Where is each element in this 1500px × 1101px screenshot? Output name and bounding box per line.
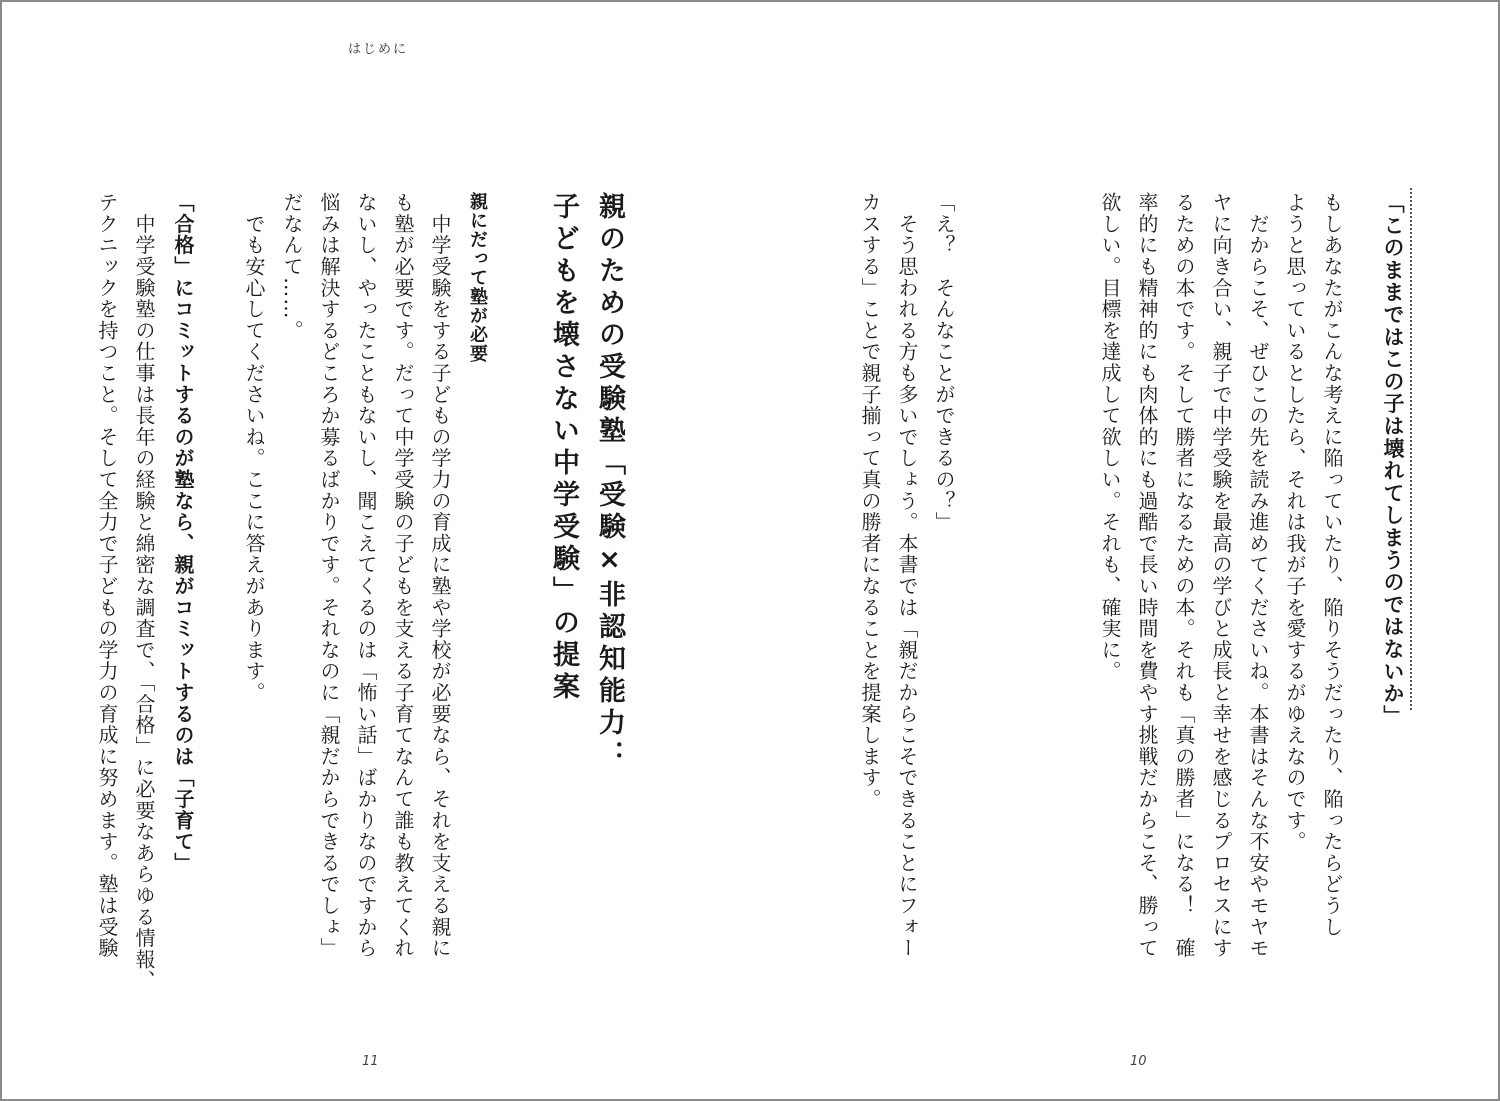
section-heading: 親にだって塾が必要 (467, 192, 488, 363)
page-number-right: 10 (1130, 1054, 1147, 1069)
bold-statement: 「合格」にコミットするのが塾なら、親がコミットするのは「子育て」 (171, 192, 195, 874)
right-paragraph-2: だからこそ、ぜひこの先を読み進めてくださいね。本書はそんな不安やモヤモ ヤに向き合い、親子で中学受験を最高の学びと成長と幸せを感じるプロセスにす るための本です。そして勝者になるための本。それも「真の勝者」になる！ 確 率的にも精神的にも肉体的にも過酷で長い時間を費やす挑戦だからこそ、勝って 欲しい。目標を達成して欲しい。それも、確実に。 (1098, 192, 1270, 959)
running-head: はじめに (348, 42, 409, 57)
quote-heading: 「このままではこの子は壊れてしまうのではないか」 (1381, 192, 1405, 728)
chapter-title: 親のための受験塾「受験×非認知能力： 子どもを壊さない中学受験」の提案 (548, 192, 625, 772)
left-paragraph-3: 中学受験塾の仕事は長年の経験と綿密な調査で、「合格」に必要なあらゆる情報、 テクニックを持つこと。そして全力で子どもの学力の育成に努めます。塾は受験 (95, 192, 156, 992)
left-paragraph-1: 中学受験をする子どもの学力の育成に塾や学校が必要なら、それを支える親に も塾が必要です。だって中学受験の子どもを支える子育てなんて誰も教えてくれ ないし、やったこともないし、聞こえてくるのは「怖い話」ばかりなのですから 悩みは解決するどころか募るばかりです。それなのに「親だからできるでしょ」 だなんて……。 (280, 192, 452, 959)
right-paragraph-3: 「え？ そんなことができるの？」 そう思われる方も多いでしょう。本書では「親だからこそできることにフォー カスする」ことで親子揃って真の勝者になることを提案します。 (858, 192, 956, 959)
page-number-left: 11 (362, 1054, 379, 1069)
left-paragraph-2: でも安心してくださいね。ここに答えがあります。 (242, 192, 266, 704)
right-paragraph-1: もしあなたがこんな考えに陥っていたり、陥りそうだったり、陥ったらどうし ようと思っているとしたら、それは我が子を愛するがゆえなのです。 (1283, 192, 1344, 938)
